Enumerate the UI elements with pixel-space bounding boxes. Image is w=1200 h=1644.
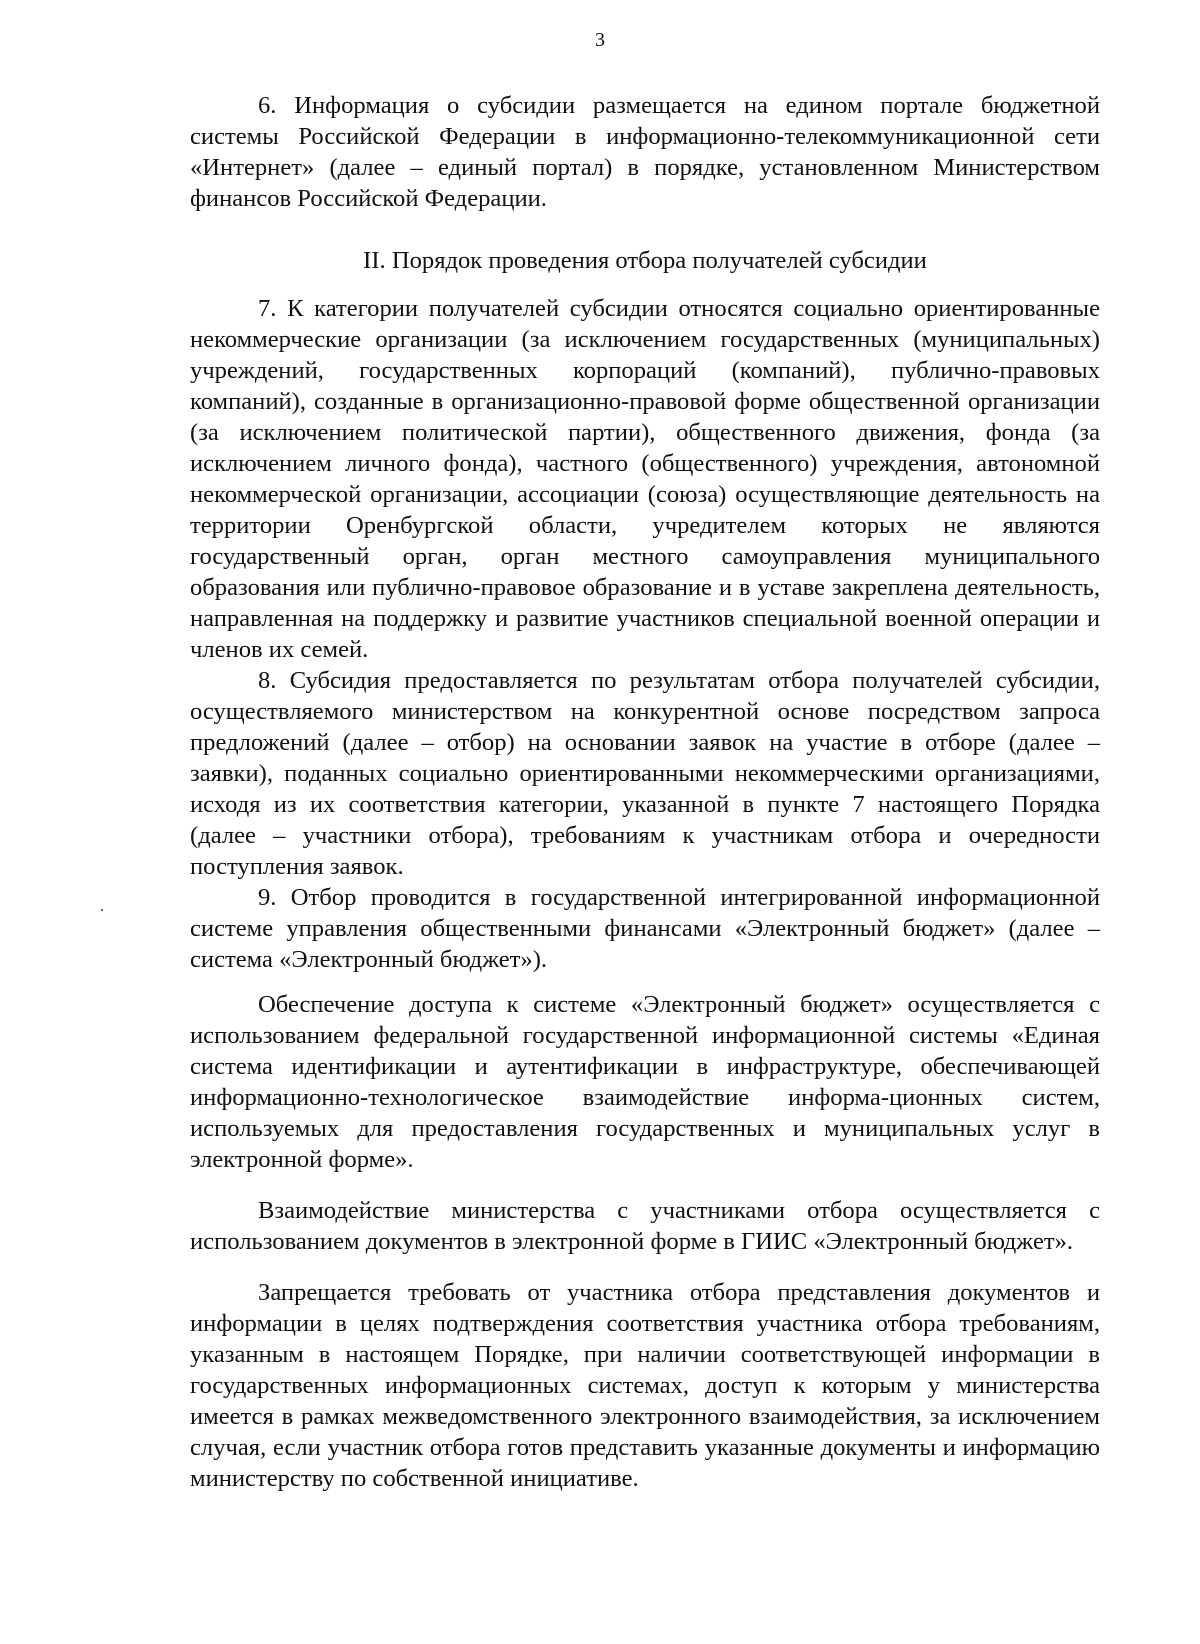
scan-speck: [101, 909, 103, 911]
document-body: [190, 90, 1100, 1494]
section-heading: II. Порядок проведения отбора получателей субсидии: [363, 247, 927, 274]
paragraph-6: 6. Информация о субсидии размещается на едином портале бюджетной системы Российской Федерации в информационно-телекоммуникационной сети «Интернет» (далее – единый портал) в порядке, установленном Министерством финансов Российской Федерации.: [190, 92, 1100, 212]
page-number: 3: [595, 29, 605, 51]
paragraph-9-interaction: Взаимодействие министерства с участниками отбора осуществляется с использованием документов в электронной форме в ГИИС «Электронный бюджет».: [190, 1197, 1100, 1255]
paragraph-9: 9. Отбор проводится в государственной интегрированной информационной системе управления общественными финансами «Электронный бюджет» (далее – система «Электронный бюджет»).: [190, 884, 1100, 973]
paragraph-8: 8. Субсидия предоставляется по результатам отбора получателей субсидии, осуществляемого министерством на конкурентной основе посредством запроса предложений (далее – отбор) на основании заявок на участие в отборе (далее – заявки), поданных социально ориентированными некоммерческими организациями, исходя из их соответствия категории, указанной в пункте 7 настоящего Порядка (далее – участники отбора), требованиям к участникам отбора и очередности поступления заявок.: [190, 667, 1100, 880]
paragraph-9-prohibition: Запрещается требовать от участника отбора представления документов и информации в целях подтверждения соответствия участника отбора требованиям, указанным в настоящем Порядке, при наличии соответствующей информации в государственных информационных системах, доступ к которым у министерства имеется в рамках межведомственного электронного взаимодействия, за исключением случая, если участник отбора готов представить указанные документы и информацию министерству по собственной инициативе.: [190, 1279, 1100, 1492]
paragraph-7: 7. К категории получателей субсидии относятся социально ориентированные некоммерческие организации (за исключением государственных (муниципальных) учреждений, государственных корпораций (компаний), публично-правовых компаний), созданные в организационно-правовой форме общественной организации (за исключением политической партии), общественного движения, фонда (за исключением личного фонда), частного (общественного) учреждения, автономной некоммерческой организации, ассоциации (союза) осуществляющие деятельность на территории Оренбургской области, учредителем которых не являются государственный орган, орган местного самоуправления муниципального образования или публично-правовое образование и в уставе закреплена деятельность, направленная на поддержку и развитие участников специальной военной операции и членов их семей.: [190, 295, 1100, 663]
paragraph-9-access: Обеспечение доступа к системе «Электронный бюджет» осуществляется с использованием федеральной государственной информационной системы «Единая система идентификации и аутентификации в инфраструктуре, обеспечивающей информационно-технологическое взаимодействие информа-ционных систем, используемых для предоставления государственных и муниципальных услуг в электронной форме».: [190, 991, 1100, 1173]
